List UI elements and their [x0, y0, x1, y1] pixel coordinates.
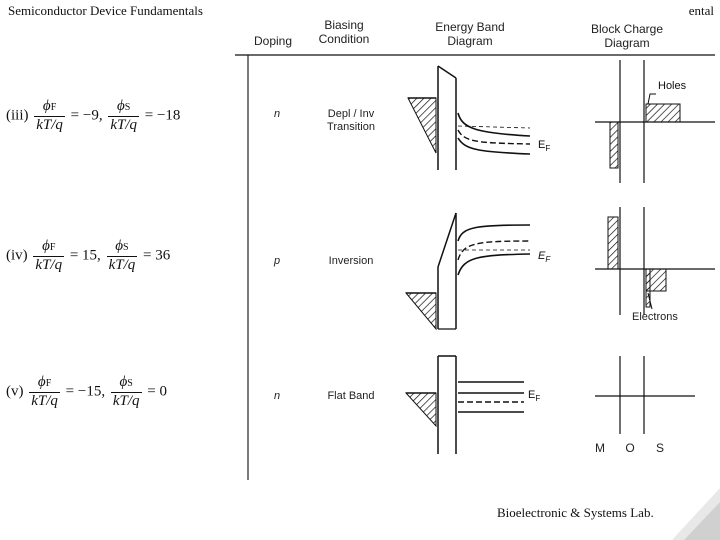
fermi-label: $E_F$	[528, 389, 541, 403]
fraction-denominator: kT/q	[35, 257, 63, 273]
footer-corner-graphic	[672, 488, 720, 540]
phiF-fraction	[34, 98, 65, 134]
column-header-biasing-line2: Condition	[318, 32, 370, 46]
column-header-energy-line1: Energy Band	[435, 20, 505, 34]
biasing-condition	[312, 390, 390, 403]
row-label: (v)	[6, 383, 24, 400]
fraction-denominator: kT/q	[31, 393, 58, 409]
phiS-value: = 36	[142, 247, 171, 264]
phi-subscript: F	[49, 242, 56, 253]
fermi-label: $E_F$	[538, 139, 551, 153]
phiF-value: = −15,	[65, 383, 106, 400]
column-header-charge-line1: Block Charge	[590, 22, 664, 36]
phi-subscript: S	[124, 102, 131, 113]
column-header-doping: Doping	[253, 34, 293, 48]
equation-row-iii	[6, 98, 180, 134]
phiS-fraction	[107, 238, 138, 274]
phiS-value: = −18	[144, 107, 181, 124]
phiF-value: = −9,	[70, 107, 103, 124]
phi-subscript: F	[45, 378, 52, 389]
fraction-denominator: kT/q	[108, 257, 136, 273]
phiS-value: = 0	[147, 383, 167, 400]
mos-label-s: S	[655, 441, 664, 455]
doping-value: p	[273, 255, 281, 267]
row-label: (iv)	[6, 247, 28, 264]
phi-symbol: ϕ	[115, 238, 123, 254]
fraction-denominator: kT/q	[110, 117, 138, 133]
phi-symbol: ϕ	[119, 374, 128, 390]
phi-subscript: S	[127, 378, 133, 389]
block-charge-diagram-iii	[590, 58, 720, 188]
condition-line1: Depl / Inv	[327, 108, 375, 120]
biasing-condition	[312, 108, 390, 134]
fraction-denominator: kT/q	[36, 117, 63, 133]
phiF-fraction	[33, 238, 64, 274]
column-header-charge-line2: Diagram	[604, 36, 650, 50]
mos-label-o: O	[625, 441, 635, 455]
footer-lab-name: Bioelectronic & Systems Lab.	[497, 505, 654, 520]
phiF-fraction	[29, 374, 60, 410]
slide-title: Semiconductor Device Fundamentals	[8, 3, 203, 18]
holes-label: Holes	[658, 80, 687, 92]
phi-symbol: ϕ	[42, 98, 51, 114]
phi-symbol: ϕ	[42, 238, 50, 254]
condition-line1: Inversion	[328, 255, 374, 267]
doping-value: n	[273, 390, 281, 402]
electrons-label: Electrons	[632, 311, 678, 323]
energy-band-diagram-iv	[400, 205, 570, 335]
phiF-value: = 15,	[69, 247, 101, 264]
row-label: (iii)	[6, 107, 29, 124]
energy-band-diagram-v	[400, 350, 570, 460]
column-header-energy-line2: Diagram	[447, 34, 493, 48]
equation-row-v	[6, 374, 167, 410]
phiS-fraction	[108, 98, 139, 134]
fraction-denominator: kT/q	[112, 393, 140, 409]
doping-value: n	[273, 108, 281, 120]
condition-line1: Flat Band	[327, 390, 375, 402]
header-title-fragment: ental	[688, 3, 714, 18]
mos-label-m: M	[595, 441, 605, 455]
equation-row-iv	[6, 238, 170, 274]
phi-symbol: ϕ	[37, 374, 46, 390]
condition-line2: Transition	[327, 121, 375, 133]
phi-subscript: F	[50, 102, 57, 113]
energy-band-diagram-iii	[400, 58, 570, 188]
fermi-label: $E_F$	[538, 250, 551, 264]
column-header-biasing-line1: Biasing	[324, 18, 364, 32]
phi-symbol: ϕ	[117, 98, 125, 114]
phi-subscript: S	[123, 242, 129, 253]
phiS-fraction	[111, 374, 142, 410]
biasing-condition	[312, 255, 390, 268]
